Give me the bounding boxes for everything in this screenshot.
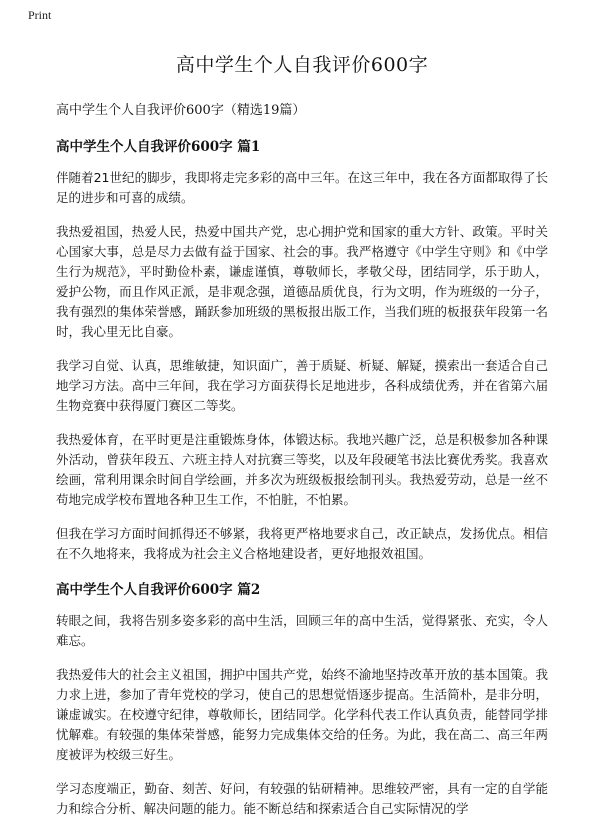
paragraph: 学习态度端正，勤奋、刻苦、好问，有较强的钻研精神。思维较严密，具有一定的自学能力和综合分析、解决问题的能力。能不断总结和探索适合自己实际情况的学	[56, 781, 548, 816]
paragraph: 我学习自觉、认真，思维敏捷，知识面广，善于质疑、析疑、解疑，摸索出一套适合自己地学习方法。高中三年间，我在学习方面获得长足地进步，各科成绩优秀，并在省第六届生物竞赛中获得厦门赛区二等奖。	[56, 358, 548, 413]
print-link[interactable]: Print	[28, 8, 52, 22]
section-1	[56, 135, 548, 564]
paragraph: 我热爱体育，在平时更是注重锻炼身体，体锻达标。我地兴趣广泛，总是积极参加各种课外活动，曾获年段五、六班主持人对抗赛三等奖，以及年段硬笔书法比赛优秀奖。我喜欢绘画，常利用课余时间自学绘画，并多次为班级板报绘制刊头。我热爱劳动，总是一丝不苟地完成学校布置地各种卫生工作，不怕脏，不怕累。	[56, 432, 548, 507]
section-heading: 高中学生个人自我评价600字 篇2	[56, 582, 261, 598]
paragraph: 伴随着21世纪的脚步，我即将走完多彩的高中三年。在这三年中，我在各方面都取得了长足的进步和可喜的成绩。	[56, 170, 548, 205]
paragraph: 转眼之间，我将告别多姿多彩的高中生活，回顾三年的高中生活，觉得紧张、充实，令人难忘。	[56, 613, 548, 648]
page-subtitle: 高中学生个人自我评价600字（精选19篇）	[56, 103, 306, 118]
section-heading: 高中学生个人自我评价600字 篇1	[56, 139, 261, 155]
section-2	[56, 578, 548, 819]
paragraph: 但我在学习方面时间抓得还不够紧，我将更严格地要求自己，改正缺点，发扬优点。相信在不久地将来，我将成为社会主义合格地建设者，更好地报效祖国。	[56, 526, 548, 561]
paragraph: 我热爱伟大的社会主义祖国，拥护中国共产党，始终不渝地坚持改革开放的基本国策。我力求上进，参加了青年党校的学习，使自己的思想觉悟逐步提高。生活简朴，是非分明，谦虚诚实。在校遵守纪律，尊敬师长，团结同学。化学科代表工作认真负责，能替同学排忧解难。有较强的集体荣誉感，能努力完成集体交给的任务。为此，我在高二、高三年两度被评为校级三好生。	[56, 667, 548, 762]
paragraph: 我热爱祖国，热爱人民，热爱中国共产党，忠心拥护党和国家的重大方针、政策。平时关心国家大事，总是尽力去做有益于国家、社会的事。我严格遵守《中学生守则》和《中学生行为规范》，平时勤俭朴素，谦虚谨慎，尊敬师长，孝敬父母，团结同学，乐于助人，爱护公物，而且作风正派，是非观念强，道德品质优良，行为文明，作为班级的一分子，我有强烈的集体荣誉感，踊跃参加班级的黑板报出版工作，当我们班的板报获年段第一名时，我心里无比自豪。	[56, 224, 548, 339]
page-title: 高中学生个人自我评价600字	[175, 54, 429, 76]
document-body	[56, 40, 548, 833]
